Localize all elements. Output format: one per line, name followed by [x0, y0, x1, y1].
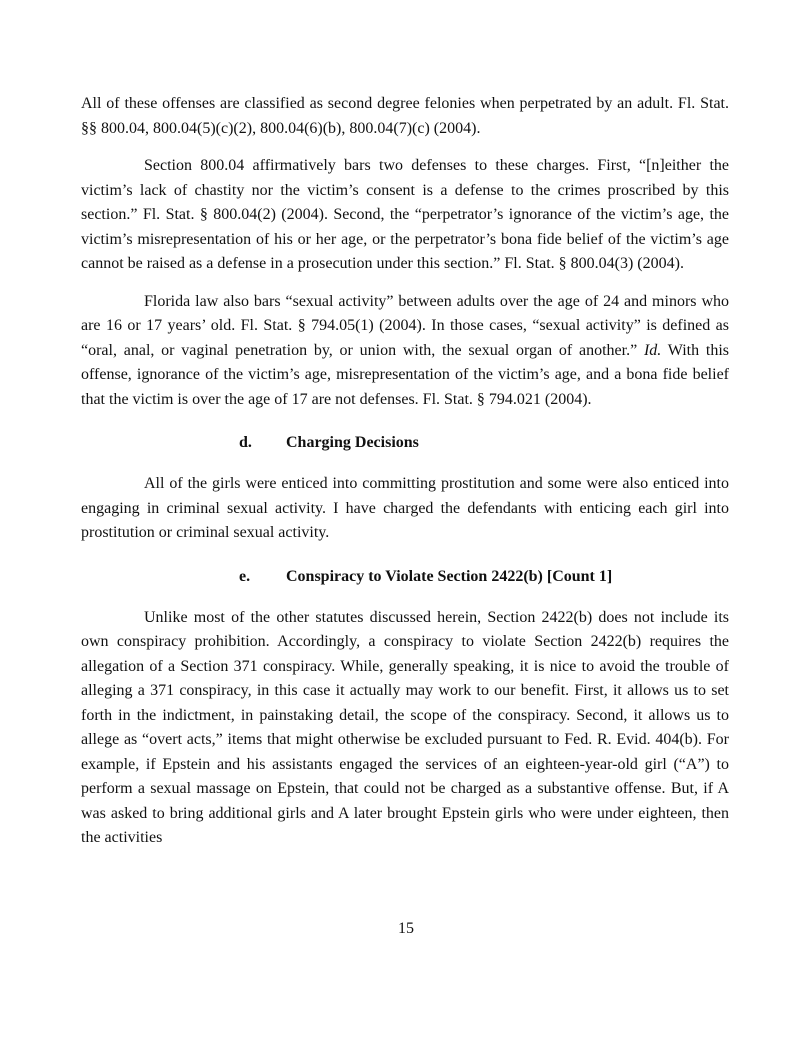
- paragraph-charging-decisions: All of the girls were enticed into committing prostitution and some were also enticed into engaging in criminal sexual activity. I have charged the defendants with enticing each girl into prostitution or criminal sexual activity.: [81, 475, 729, 541]
- document-body: [81, 92, 729, 851]
- section-title-d: Charging Decisions: [286, 434, 419, 451]
- section-heading-conspiracy: [81, 565, 729, 589]
- section-letter-e: e.: [239, 567, 251, 585]
- section-heading-charging-decisions: [81, 431, 729, 455]
- paragraph-barred-defenses: Section 800.04 affirmatively bars two defenses to these charges. First, “[n]either the victim’s lack of chastity nor the victim’s consent is a defense to the crimes proscribed by this section.” Fl. Stat. § 800.04(2) (2004). Second, the “perpetrator’s ignorance of the victim’s age, the victim’s misrepresentation of his or her age, or the perpetrator’s bona fide belief of the victim’s age cannot be raised as a defense in a prosecution under this section.” Fl. Stat. § 800.04(3) (2004).: [81, 157, 729, 272]
- paragraph-felony-classification: All of these offenses are classified as second degree felonies when perpetrated by an adult. Fl. Stat. §§ 800.04, 800.04(5)(c)(2), 800.04(6)(b), 800.04(7)(c) (2004).: [81, 95, 729, 137]
- id-citation: Id.: [643, 341, 662, 359]
- section-letter-d: d.: [239, 434, 252, 451]
- paragraph-florida-law: [81, 290, 729, 413]
- section-title-e: Conspiracy to Violate Section 2422(b) [Count 1]: [286, 567, 613, 585]
- florida-text-part-1: Florida law also bars “sexual activity” between adults over the age of 24 and minors who are 16 or 17 years’ old. Fl. Stat. § 794.05(1) (2004). In those cases, “sexual activity” is defined as “oral, anal, or vaginal penetration by, or union with, the sexual organ of another.”: [81, 292, 729, 359]
- florida-text-part-2: With this offense, ignorance of the victim’s age, misrepresentation of the victim’s age, and a bona fide belief that the victim is over the age of 17 are not defenses. Fl. Stat. § 794.021 (2004).: [81, 341, 730, 408]
- paragraph-conspiracy: Unlike most of the other statutes discussed herein, Section 2422(b) does not include its own conspiracy prohibition. Accordingly, a conspiracy to violate Section 2422(b) requires the allegation of a Section 371 conspiracy. While, generally speaking, it is nice to avoid the trouble of alleging a 371 conspiracy, in this case it actually may work to our benefit. First, it allows us to set forth in the indictment, in painstaking detail, the scope of the conspiracy. Second, it allows us to allege as “overt acts,” items that might otherwise be excluded pursuant to Fed. R. Evid. 404(b). For example, if Epstein and his assistants engaged the services of an eighteen-year-old girl (“A”) to perform a sexual massage on Epstein, that could not be charged as a substantive offense. But, if A was asked to bring additional girls and A later brought Epstein girls who were under eighteen, then the activities: [81, 608, 729, 846]
- page-number: 15: [398, 920, 414, 937]
